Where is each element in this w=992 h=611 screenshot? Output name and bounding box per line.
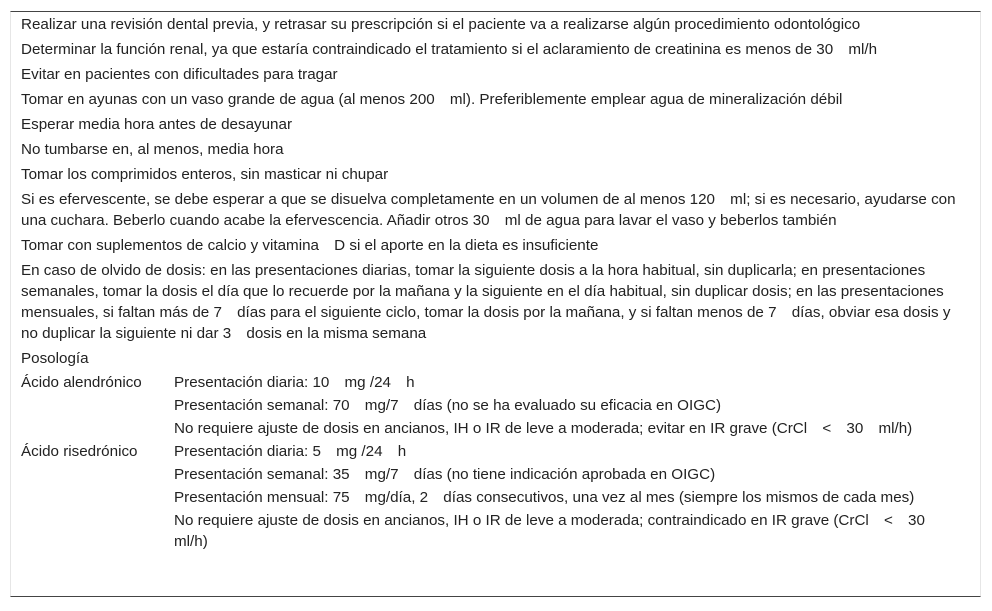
row-calcium-vitamin-d: Tomar con suplementos de calcio y vitamina D si el aporte en la dieta es insuficiente xyxy=(21,237,599,254)
drug-alendronic xyxy=(21,372,961,441)
dosing-item: Presentación diaria: 5 mg /24 h xyxy=(174,443,407,460)
dosing-item: No requiere ajuste de dosis en ancianos, IH o IR de leve a moderada; contraindicado en IR grave (CrCl < 30 ml/h) xyxy=(174,512,941,550)
row-swallowing: Evitar en pacientes con dificultades para tragar xyxy=(21,66,338,83)
posologia-title: Posología xyxy=(21,350,89,367)
drug-name: Ácido alendrónico xyxy=(21,374,142,391)
row-wait-breakfast: Esperar media hora antes de desayunar xyxy=(21,116,293,133)
drug-dosing-list xyxy=(174,441,961,554)
row-fasting-water: Tomar en ayunas con un vaso grande de agua (al menos 200 ml). Preferiblemente emplear agua de mineralización débil xyxy=(21,91,843,108)
row-dental-review: Realizar una revisión dental previa, y retrasar su prescripción si el paciente va a realizarse algún procedimiento odontológico xyxy=(21,16,861,33)
dosing-item: Presentación semanal: 70 mg/7 días (no se ha evaluado su eficacia en OIGC) xyxy=(174,397,722,414)
row-effervescent: Si es efervescente, se debe esperar a que se disuelva completamente en un volumen de al menos 120 ml; si es necesario, ayudarse con una cuchara. Beberlo cuando acabe la efervescencia. Añadir otros 30 ml de agua para lavar el vaso y beberlos también xyxy=(21,191,956,229)
row-missed-dose: En caso de olvido de dosis: en las presentaciones diarias, tomar la siguiente dosis a la hora habitual, sin duplicarla; en presentaciones semanales, tomar la dosis el día que lo recuerde por la mañana y la siguiente en el día habitual, sin duplicar dosis; en las presentaciones mensuales, si faltan más de 7 días para el siguiente ciclo, tomar la dosis por la mañana, y si faltan menos de 7 días, obviar esa dosis y no duplicar la siguiente ni dar 3 dosis en la misma semana xyxy=(21,262,951,342)
dosing-item: Presentación semanal: 35 mg/7 días (no tiene indicación aprobada en OIGC) xyxy=(174,466,716,483)
row-renal-function: Determinar la función renal, ya que estaría contraindicado el tratamiento si el aclaramiento de creatinina es menos de 30 ml/h xyxy=(21,41,878,58)
row-no-lying-down: No tumbarse en, al menos, media hora xyxy=(21,141,284,158)
drug-risedronic xyxy=(21,441,961,554)
dosing-item: No requiere ajuste de dosis en ancianos, IH o IR de leve a moderada; evitar en IR grave (CrCl < 30 ml/h) xyxy=(174,420,913,437)
table-body xyxy=(21,13,961,554)
row-whole-tablets: Tomar los comprimidos enteros, sin masticar ni chupar xyxy=(21,166,389,183)
dosing-item: Presentación diaria: 10 mg /24 h xyxy=(174,374,415,391)
dosing-item: Presentación mensual: 75 mg/día, 2 días consecutivos, una vez al mes (siempre los mismos de cada mes) xyxy=(174,489,915,506)
drug-dosing-list xyxy=(174,372,961,441)
recommendations-table xyxy=(10,11,981,597)
drug-name: Ácido risedrónico xyxy=(21,443,138,460)
